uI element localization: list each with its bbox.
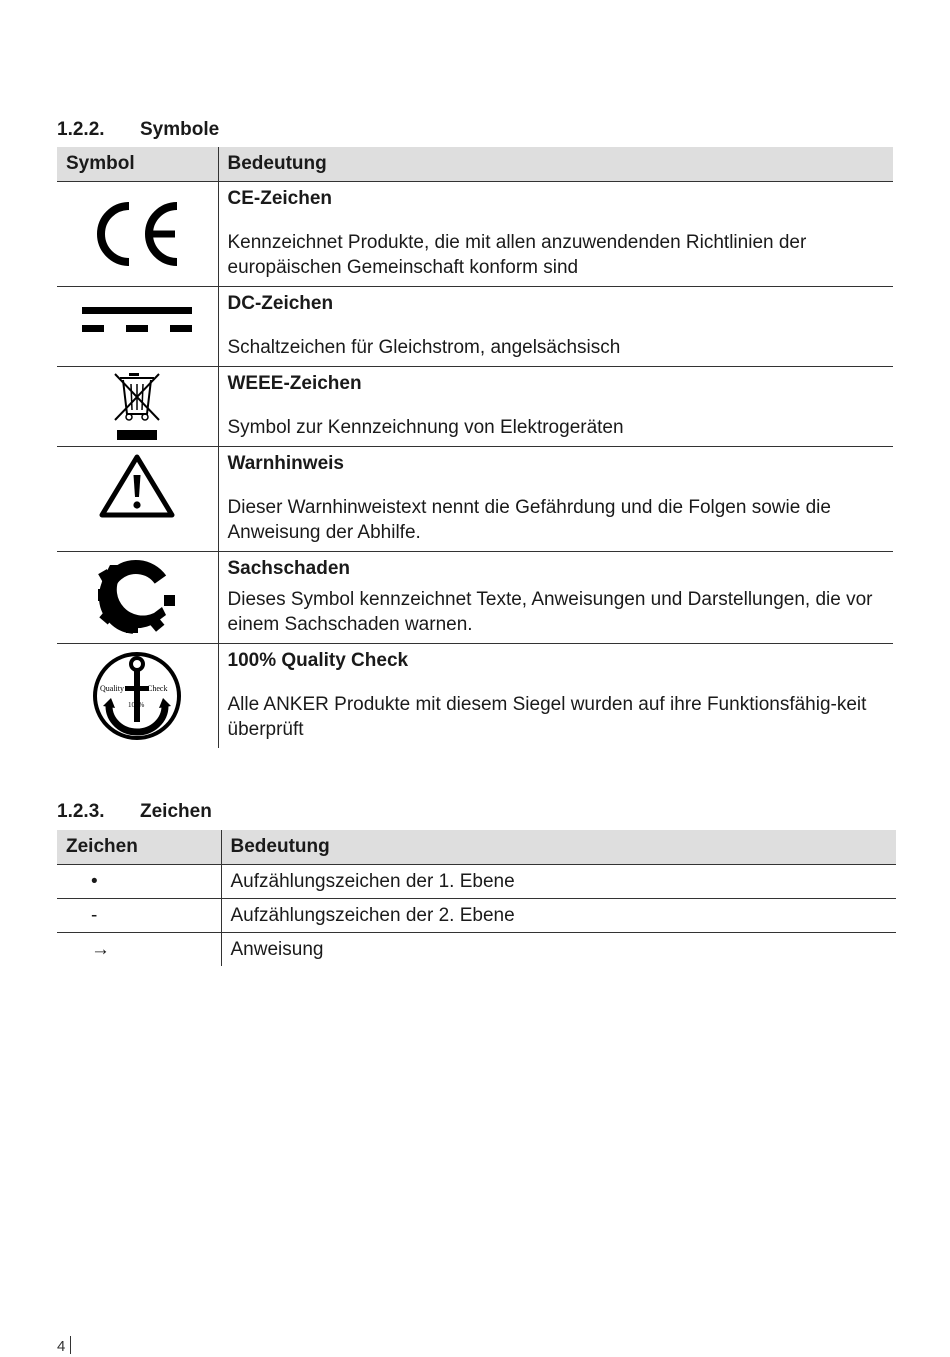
header-symbol: Symbol — [57, 147, 218, 182]
table-row — [57, 933, 896, 967]
table-header-row — [57, 147, 893, 182]
row-title: Sachschaden — [227, 558, 350, 579]
table-row — [57, 182, 893, 287]
table-row — [57, 644, 893, 749]
seal-text-left: Quality — [100, 683, 125, 693]
section-heading-symbole — [57, 119, 219, 141]
dc-current-icon — [82, 307, 192, 343]
row-title: Warnhinweis — [227, 453, 344, 474]
table-row — [57, 552, 893, 644]
table-row — [57, 899, 896, 933]
row-text: Alle ANKER Produkte mit diesem Siegel wurden auf ihre Funktionsfähig-keit überprüft — [227, 694, 867, 740]
page-footer — [57, 1336, 71, 1355]
header-sign: Zeichen — [57, 830, 221, 865]
row-text: Aufzählungszeichen der 1. Ebene — [221, 865, 896, 899]
header-meaning: Bedeutung — [221, 830, 896, 865]
table-row — [57, 287, 893, 367]
row-text: Schaltzeichen für Gleichstrom, angelsächsisch — [227, 337, 621, 358]
section-number: 1.2.2. — [57, 119, 105, 140]
row-text: Symbol zur Kennzeichnung von Elektrogeräten — [227, 417, 624, 438]
section-number: 1.2.3. — [57, 801, 105, 822]
row-title: CE-Zeichen — [227, 188, 333, 209]
section-title: Zeichen — [140, 801, 212, 822]
arrow-right-icon: → — [57, 933, 221, 967]
page-number: 4 — [57, 1338, 66, 1355]
seal-text-bottom: 100% — [128, 700, 145, 709]
row-text: Dieser Warnhinweistext nennt die Gefährdung und die Folgen sowie die Anweisung der Abhilfe. — [227, 497, 831, 543]
section-title: Symbole — [140, 119, 220, 140]
table-row — [57, 865, 896, 899]
table-header-row — [57, 830, 896, 865]
weee-bin-icon — [111, 370, 163, 442]
table-row — [57, 367, 893, 447]
row-title: DC-Zeichen — [227, 293, 334, 314]
ce-mark-icon — [91, 200, 183, 268]
anker-quality-seal-icon — [91, 650, 183, 742]
sign-bullet: • — [57, 865, 221, 899]
row-title: 100% Quality Check — [227, 650, 409, 671]
warning-triangle-icon — [99, 453, 175, 519]
row-text: Dieses Symbol kennzeichnet Texte, Anweisungen und Darstellungen, die vor einem Sachschaden warnen. — [227, 589, 873, 635]
section-heading-zeichen — [57, 801, 212, 823]
gear-damage-icon — [96, 559, 178, 635]
row-title: WEEE-Zeichen — [227, 373, 362, 394]
sign-dash: - — [57, 899, 221, 933]
row-text: Anweisung — [230, 938, 324, 960]
header-meaning: Bedeutung — [218, 147, 893, 182]
row-text: Aufzählungszeichen der 2. Ebene — [221, 899, 896, 933]
row-text: Kennzeichnet Produkte, die mit allen anzuwendenden Richtlinien der europäischen Gemeinschaft konform sind — [227, 232, 807, 278]
zeichen-table — [57, 830, 896, 966]
seal-text-right: Check — [147, 683, 168, 693]
symbol-table — [57, 147, 893, 748]
footer-divider — [70, 1336, 71, 1354]
table-row — [57, 447, 893, 552]
